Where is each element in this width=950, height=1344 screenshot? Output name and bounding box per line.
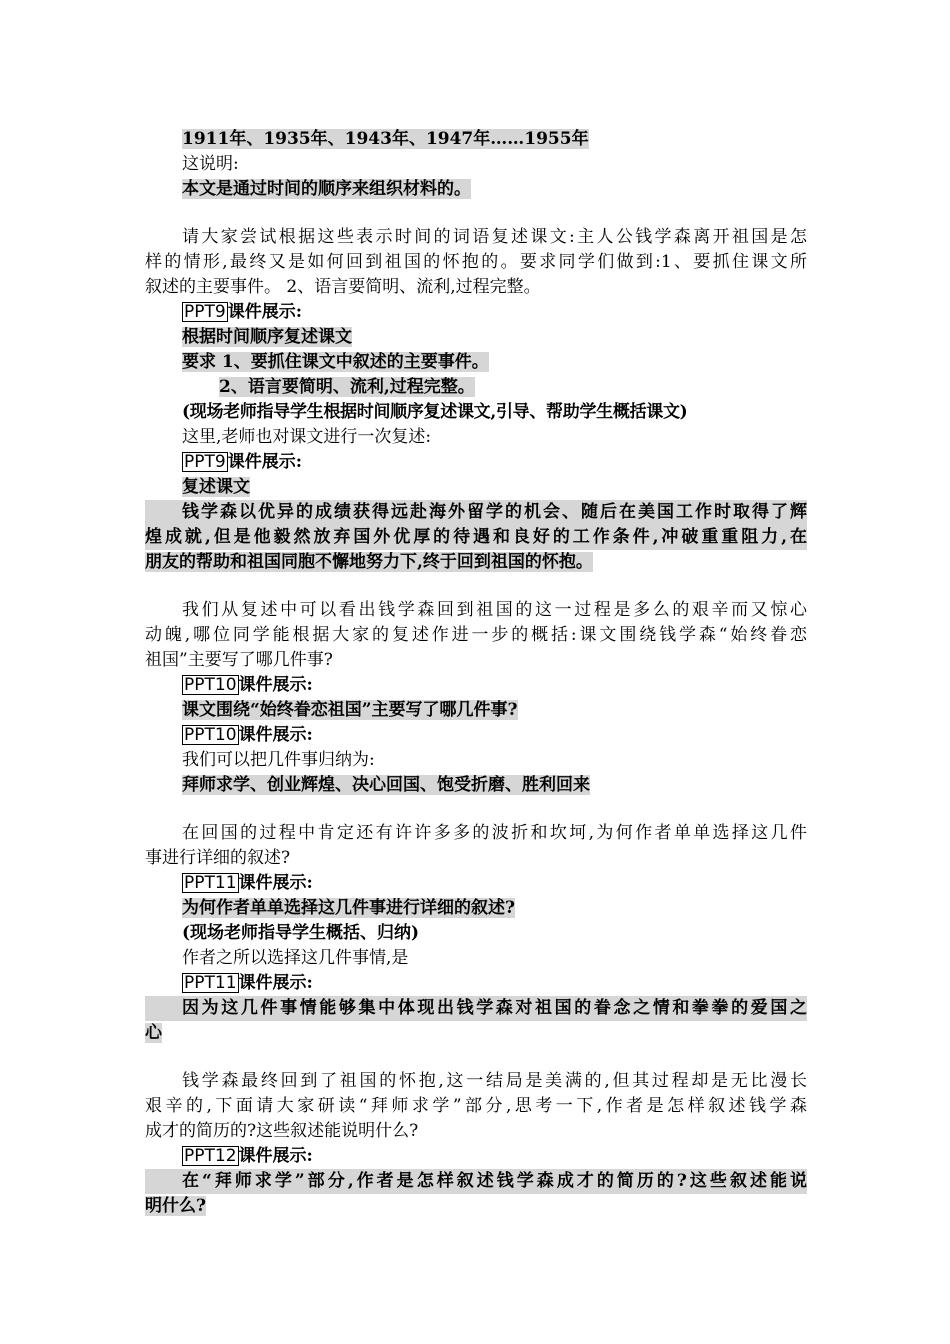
paragraph-line: 在回国的过程中肯定还有许许多多的波折和坎坷,为何作者单单选择这几件 [182, 823, 807, 843]
year-list: 1911年、1935年、1943年、1947年……1955年 [182, 129, 589, 149]
conclusion-text: 本文是通过时间的顺序来组织材料的。 [182, 179, 471, 199]
paragraph-line: 请大家尝试根据这些表示时间的词语复述课文:主人公钱学森离开祖国是怎 [182, 227, 807, 247]
paragraph-line: 事进行详细的叙述? [145, 848, 291, 868]
paragraph-gap [145, 202, 807, 225]
guide-note: (现场老师指导学生概括、归纳) [182, 923, 420, 943]
paragraph-gap [145, 575, 807, 598]
paragraph-line: 祖国”主要写了哪几件事? [145, 650, 333, 670]
paragraph-gap [145, 798, 807, 821]
requirement-2: 2、语言要简明、流利,过程完整。 [219, 377, 475, 397]
year-list-line [145, 127, 807, 152]
paragraph-line: 叙述的主要事件。 2、语言要简明、流利,过程完整。 [145, 277, 541, 297]
highlight-line [145, 698, 807, 723]
highlight-line [145, 1194, 807, 1219]
ppt-label-text: 课件展示: [238, 1146, 313, 1166]
ppt-label [145, 450, 807, 475]
ppt-label-text: 课件展示: [238, 725, 313, 745]
highlight-line: 因为这几件事情能够集中体现出钱学森对祖国的眷念之情和拳拳的爱国之 [145, 996, 807, 1021]
ppt-label-text: 课件展示: [227, 302, 302, 322]
ppt-label-text: 课件展示: [227, 452, 302, 472]
highlight-line [145, 896, 807, 921]
highlight-line [145, 375, 807, 400]
ppt-label [145, 971, 807, 996]
highlight-line [145, 550, 807, 575]
paragraph-gap [145, 1046, 807, 1069]
highlight-line: 钱学森以优异的成绩获得远赴海外留学的机会、随后在美国工作时取得了辉 [145, 500, 807, 525]
slide-question: 课文围绕“始终眷恋祖国”主要写了哪几件事? [182, 700, 518, 720]
highlight-line: 煌成就,但是他毅然放弃国外优厚的待遇和良好的工作条件,冲破重重阻力,在 [145, 525, 807, 550]
slide-question: 为何作者单单选择这几件事进行详细的叙述? [182, 898, 515, 918]
paragraph-line: 样的情形,最终又是如何回到祖国的怀抱的。要求同学们做到:1、要抓住课文所 [145, 252, 807, 272]
ppt-tag: PPT11 [184, 973, 237, 993]
slide-heading: 根据时间顺序复述课文 [182, 327, 352, 347]
highlight-line [145, 773, 807, 798]
ppt-tag: PPT12 [184, 1146, 237, 1166]
retell-end: 朋友的帮助和祖国同胞不懈地努力下,终于回到祖国的怀抱。 [145, 552, 593, 572]
answer-end: 心 [145, 1023, 162, 1043]
text-line: 作者之所以选择这几件事情,是 [182, 948, 409, 968]
ppt-label [145, 1144, 807, 1169]
paragraph-line: 成才的简历的?这些叙述能说明什么? [145, 1121, 419, 1141]
question-end: 明什么? [145, 1196, 206, 1216]
ppt-label [145, 300, 807, 325]
highlight-line [145, 325, 807, 350]
ppt-tag: PPT9 [184, 302, 226, 322]
ppt-label [145, 871, 807, 896]
ppt-tag: PPT10 [184, 675, 237, 695]
paragraph-line: 我们从复述中可以看出钱学森回到祖国的这一过程是多么的艰辛而又惊心 [182, 600, 807, 620]
text-line: 我们可以把几件事归纳为: [182, 750, 375, 770]
ppt-label-text: 课件展示: [238, 873, 313, 893]
ppt-label-text: 课件展示: [238, 973, 313, 993]
ppt-tag: PPT11 [184, 873, 237, 893]
ppt-label [145, 673, 807, 698]
ppt-label-text: 课件展示: [238, 675, 313, 695]
event-list: 拜师求学、创业辉煌、决心回国、饱受折磨、胜利回来 [182, 775, 590, 795]
highlight-line [145, 1021, 807, 1046]
highlight-line [145, 177, 807, 202]
ppt-label [145, 723, 807, 748]
ppt-tag: PPT10 [184, 725, 237, 745]
slide-heading: 复述课文 [182, 477, 250, 497]
document-body [145, 127, 807, 1219]
paragraph-line: 艰辛的,下面请大家研读“拜师求学”部分,思考一下,作者是怎样叙述钱学森 [145, 1096, 807, 1116]
highlight-line [145, 350, 807, 375]
text-line: 这说明: [182, 154, 239, 174]
paragraph-line: 钱学森最终回到了祖国的怀抱,这一结局是美满的,但其过程却是无比漫长 [182, 1071, 807, 1091]
paragraph-line: 动魄,哪位同学能根据大家的复述作进一步的概括:课文围绕钱学森“始终眷恋 [145, 625, 807, 645]
highlight-line [145, 475, 807, 500]
guide-note: (现场老师指导学生根据时间顺序复述课文,引导、帮助学生概括课文) [182, 402, 688, 422]
highlight-line: 在“拜师求学”部分,作者是怎样叙述钱学森成才的简历的?这些叙述能说 [145, 1169, 807, 1194]
requirement-1: 要求 1、要抓住课文中叙述的主要事件。 [182, 352, 489, 372]
text-line: 这里,老师也对课文进行一次复述: [182, 427, 432, 447]
ppt-tag: PPT9 [184, 452, 226, 472]
